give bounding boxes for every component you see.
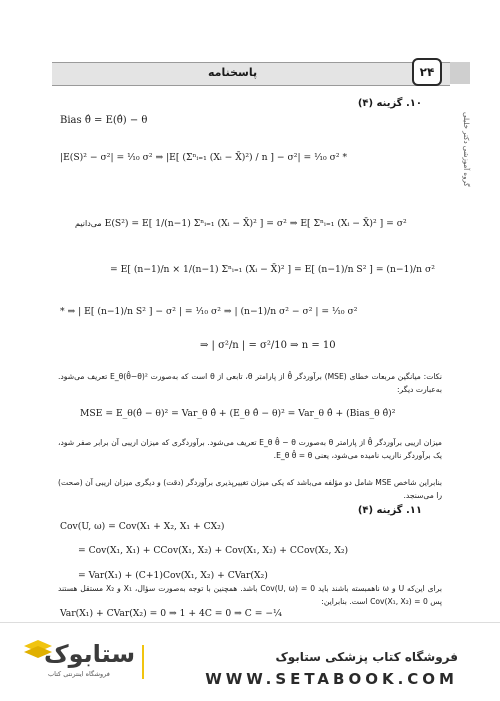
question-10-label: ۱۰. گزینه (۴) xyxy=(357,98,422,109)
equation-cov-expand: = Cov(X₁, X₁) + CCov(X₁, X₂) + Cov(X₁, X₂) + CCov(X₂, X₂) xyxy=(78,545,349,556)
side-label: گروه آموزشی دکتر خلیلی xyxy=(462,112,470,187)
logo-text: ستابوک xyxy=(44,640,136,668)
note-uncorrelated: برای این‌که U و ω ناهمبسته باشند باید Cov(U, ω) = 0 باشد. همچنین با توجه به‌صورت سؤال، X₁ و X₂ مستقل هستند پس Cov(X₁, X₂) = 0 است. بنابراین: xyxy=(58,584,443,606)
note-mse-components: بنابراین شاخص MSE شامل دو مؤلفه می‌باشد که یکی میزان تغییرپذیری برآوردگر (دقت) و دیگری میزان اریبی آن (صحت) را می‌سنجد. xyxy=(58,478,442,500)
equation-note: می‌دانیم xyxy=(75,219,102,228)
footer-divider xyxy=(142,645,144,679)
note-mse-definition: نکات: میانگین مربعات خطای (MSE) برآوردگر θ̂ از پارامتر θ، تابعی از θ است که به‌صورت E_θ(θ̂−θ)² تعریف می‌شود. به‌عبارت دیگر: xyxy=(58,372,442,394)
equation-mse-condition: |E(S)² − σ²| = ¹⁄₁₀ σ² ⇒ |E[ (Σⁿᵢ₌₁ (Xᵢ − X̄)²) / n ] − σ²| = ¹⁄₁₀ σ² * xyxy=(60,152,348,163)
side-tab xyxy=(450,62,470,84)
footer-title: فروشگاه کتاب پزشکی ستابوک xyxy=(275,650,458,664)
equation-es2 xyxy=(75,218,407,229)
note-bias-definition: میزان اریبی برآوردگر θ̂ از پارامتر θ به‌صورت E_θ θ̂ − θ تعریف می‌شود. برآوردگری که میزان اریبی آن برابر صفر شود، یک برآوردگر نااریب نامیده می‌شود، یعنی E_θ θ̂ = θ. xyxy=(58,438,442,460)
header-title: پاسخنامه xyxy=(208,66,258,79)
equation-n: ⇒ | σ²/n | = σ²/10 ⇒ n = 10 xyxy=(200,340,336,351)
equation-cov: Cov(U, ω) = Cov(X₁ + X₂, X₁ + CX₂) xyxy=(60,521,225,532)
equation-abs: * ⇒ | E[ (n−1)/n S² ] − σ² | = ¹⁄₁₀ σ² ⇒ | (n−1)/n σ² − σ² | = ¹⁄₁₀ σ² xyxy=(60,306,358,317)
logo-subtext: فروشگاه اینترنتی کتاب xyxy=(48,670,110,678)
equation-expand: = E[ (n−1)/n × 1/(n−1) Σⁿᵢ₌₁ (Xᵢ − X̄)² ] = E[ (n−1)/n S² ] = (n−1)/n σ² xyxy=(110,264,435,275)
footer-url[interactable]: WWW.SETABOOK.COM xyxy=(205,670,458,688)
page-number: ۲۴ xyxy=(412,58,442,86)
question-11-label: ۱۱. گزینه (۴) xyxy=(357,505,422,516)
equation-c-solution: Var(X₁) + CVar(X₂) = 0 ⇒ 1 + 4C = 0 ⇒ C = −¼ xyxy=(60,608,282,619)
equation-cov-simplify: = Var(X₁) + (C+1)Cov(X₁, X₂) + CVar(X₂) xyxy=(78,570,268,581)
equation-bias: Bias θ̂ = E(θ̂) − θ xyxy=(60,115,148,126)
equation-text: E(S²) = E[ 1/(n−1) Σⁿᵢ₌₁ (Xᵢ − X̄)² ] = σ² ⇒ E[ Σⁿᵢ₌₁ (Xᵢ − X̄)² ] = σ² xyxy=(104,218,407,229)
equation-mse: MSE = E_θ(θ̂ − θ)² = Var_θ θ̂ + (E_θ θ̂ − θ)² = Var_θ θ̂ + (Bias_θ θ̂)² xyxy=(80,408,396,419)
